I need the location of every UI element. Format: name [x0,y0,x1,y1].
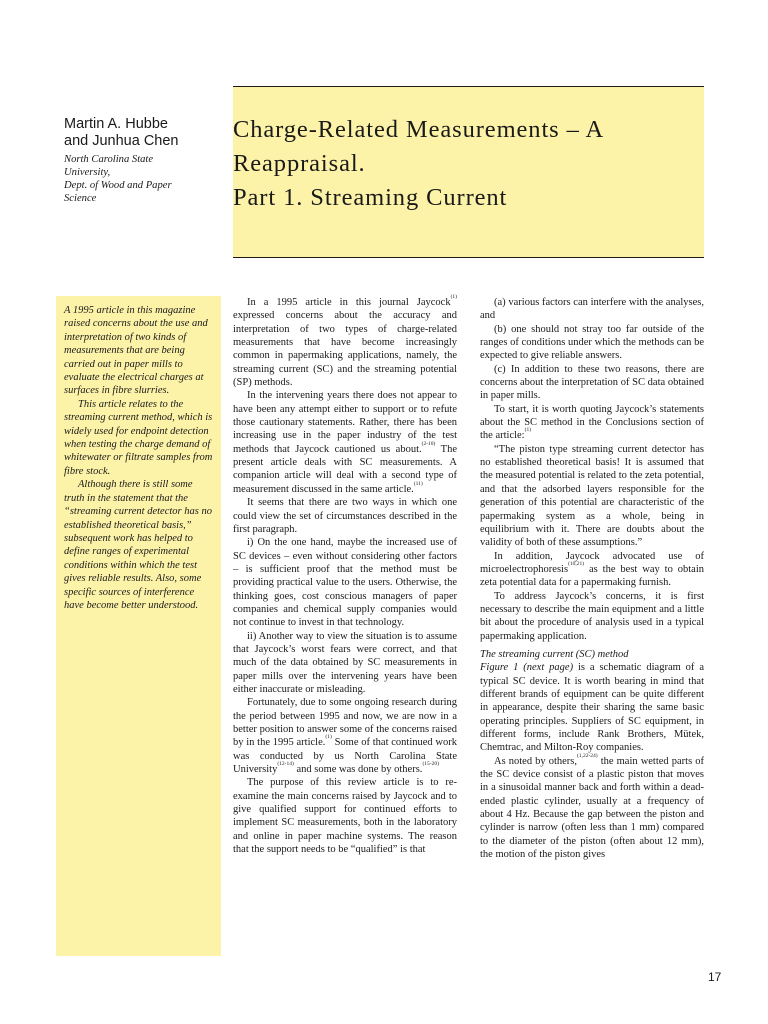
page-number: 17 [708,970,722,984]
affil-line: University, [64,167,111,178]
body-column-2 [480,296,704,861]
abstract-paragraph: This article relates to the streaming current method, which is widely used for endpoint detection when testing the charge demand of whitewater or filtrate samples from fibre stock. [64,398,213,477]
paragraph: In the intervening years there does not appear to have been any attempt either to support or to refute those cautionary statements. Rather, there has been increasing use in the paper industry of the test methods that Jaycock cautioned us about.$^{(2-10)}$ The present article deals with SC measurements. A companion article will deal with a second type of measurement discussed in the same article.$^{(11)}$ [233,390,458,495]
title-line: Charge-Related Measurements – A [233,116,605,143]
affiliation [64,153,224,205]
title-box [233,86,704,258]
author-block [64,116,224,205]
paragraph: It seems that there are two ways in which one could view the set of circumstances described in the first paragraph. [233,497,457,535]
abstract-paragraph: A 1995 article in this magazine raised concerns about the use and interpretation of two kinds of measurements that are being carried out in paper mills to evaluate the electrical charges at surfaces in fibre slurries. [64,305,208,397]
affil-line: Science [64,193,97,204]
abstract-paragraph: Although there is still some truth in the statement that the “streaming current detector has no established theoretical basis,” subsequent work has helped to define ranges of experimental conditions within which the test gives reliable results. Also, some specific sources of interference have become better understood. [64,479,212,611]
article-title [233,113,704,215]
body-column-1 [233,296,457,856]
paragraph: Figure 1 (next page) is a schematic diagram of a typical SC device. It is worth bearing in mind that different brands of equipment can be quite different in appearance, despite their sharing the same basic operating principles. Suppliers of SC equipment, in different forms, include Rank Brothers, Mütek, Chemtrac, and Milton-Roy companies. [480,662,705,754]
author-1: Martin A. Hubbe [64,116,168,132]
paragraph: As noted by others,$^{(1,22-24)}$ the main wetted parts of the SC device consist of a plastic piston that moves in a sinusoidal manner back and forth within a dead-ended plastic cylinder, usually at a frequency of about 4 Hz. Because the gap between the piston and cylinder is narrow (often less than 1 mm) compared to the diameter of the piston (often about 12 mm), the motion of the piston gives [480,752,705,861]
paragraph: (b) one should not stray too far outside of the ranges of conditions under which the methods can be expected to give reliable answers. [480,323,704,362]
author-2: and Junhua Chen [64,133,179,149]
figure-reference: Figure 1 (next page) [480,662,574,674]
quote-paragraph: “The piston type streaming current detector has no established theoretical basis! It is assumed that the measured potential is related to the zeta potential, and that the adsorbed layers responsible for the generation of this potential are characteristic of the papermaking system as a whole, being in equilibrium with it. There are doubts about the validity of both of these assumptions.” [480,443,704,549]
paragraph: In addition, Jaycock advocated use of microelectrophoresis$^{(10,21)}$ as the best way to obtain zeta potential data for a papermaking furnish. [480,550,704,589]
author-names [64,116,224,150]
paragraph: (c) In addition to these two reasons, there are concerns about the interpretation of SC data obtained in paper mills. [480,363,704,402]
section-heading: The streaming current (SC) method [480,648,629,660]
affil-line: Dept. of Wood and Paper [64,180,172,191]
title-line: Part 1. Streaming Current [233,184,508,211]
paragraph: i) On the one hand, maybe the increased use of SC devices – even without considering other factors – is sufficient proof that the method must be providing practical value to the users. Otherwise, the thinking goes, cost conscious managers of paper companies and chemical supply companies would not continue to invest in that technology. [233,537,457,629]
title-line: Reappraisal. [233,150,366,177]
paragraph: Fortunately, due to some ongoing research during the period between 1995 and now, we are now in a better position to answer some of the concerns raised by in the 1995 article.$^{(1)}$ Some of that continued work was conducted by us North Carolina State University$^{(12-14)}$ and some was done by others.$^{(15-20)}$ [233,697,457,776]
affil-line: North Carolina State [64,154,154,165]
paragraph: To start, it is worth quoting Jaycock’s statements about the SC method in the Conclusions section of the article:$^{(1)}$ [480,403,704,442]
paragraph: ii) Another way to view the situation is to assume that Jaycock’s worst fears were correct, and that much of the data obtained by SC measurements in paper mills over the intervening years have been either inaccurate or misleading. [233,630,457,695]
abstract [56,296,221,956]
paragraph: In a 1995 article in this journal Jaycock$^{(1)}$ expressed concerns about the accuracy and interpretation of two types of charge-related measurements that have become increasingly common in papermaking applications, namely, the streaming current (SC) and the streaming potential (SP) methods. [233,294,457,389]
paragraph: To address Jaycock’s concerns, it is first necessary to describe the main equipment and a little bit about the procedure of analysis used in a typical papermaking application. [480,590,704,642]
paragraph: The purpose of this review article is to re-examine the main concerns raised by Jaycock and to give qualified support for continued efforts to implement SC measurements, both in the laboratory and online in paper machine systems. The reason that the support needs to be “qualified” is that [233,777,457,856]
paragraph: (a) various factors can interfere with the analyses, and [480,297,704,322]
